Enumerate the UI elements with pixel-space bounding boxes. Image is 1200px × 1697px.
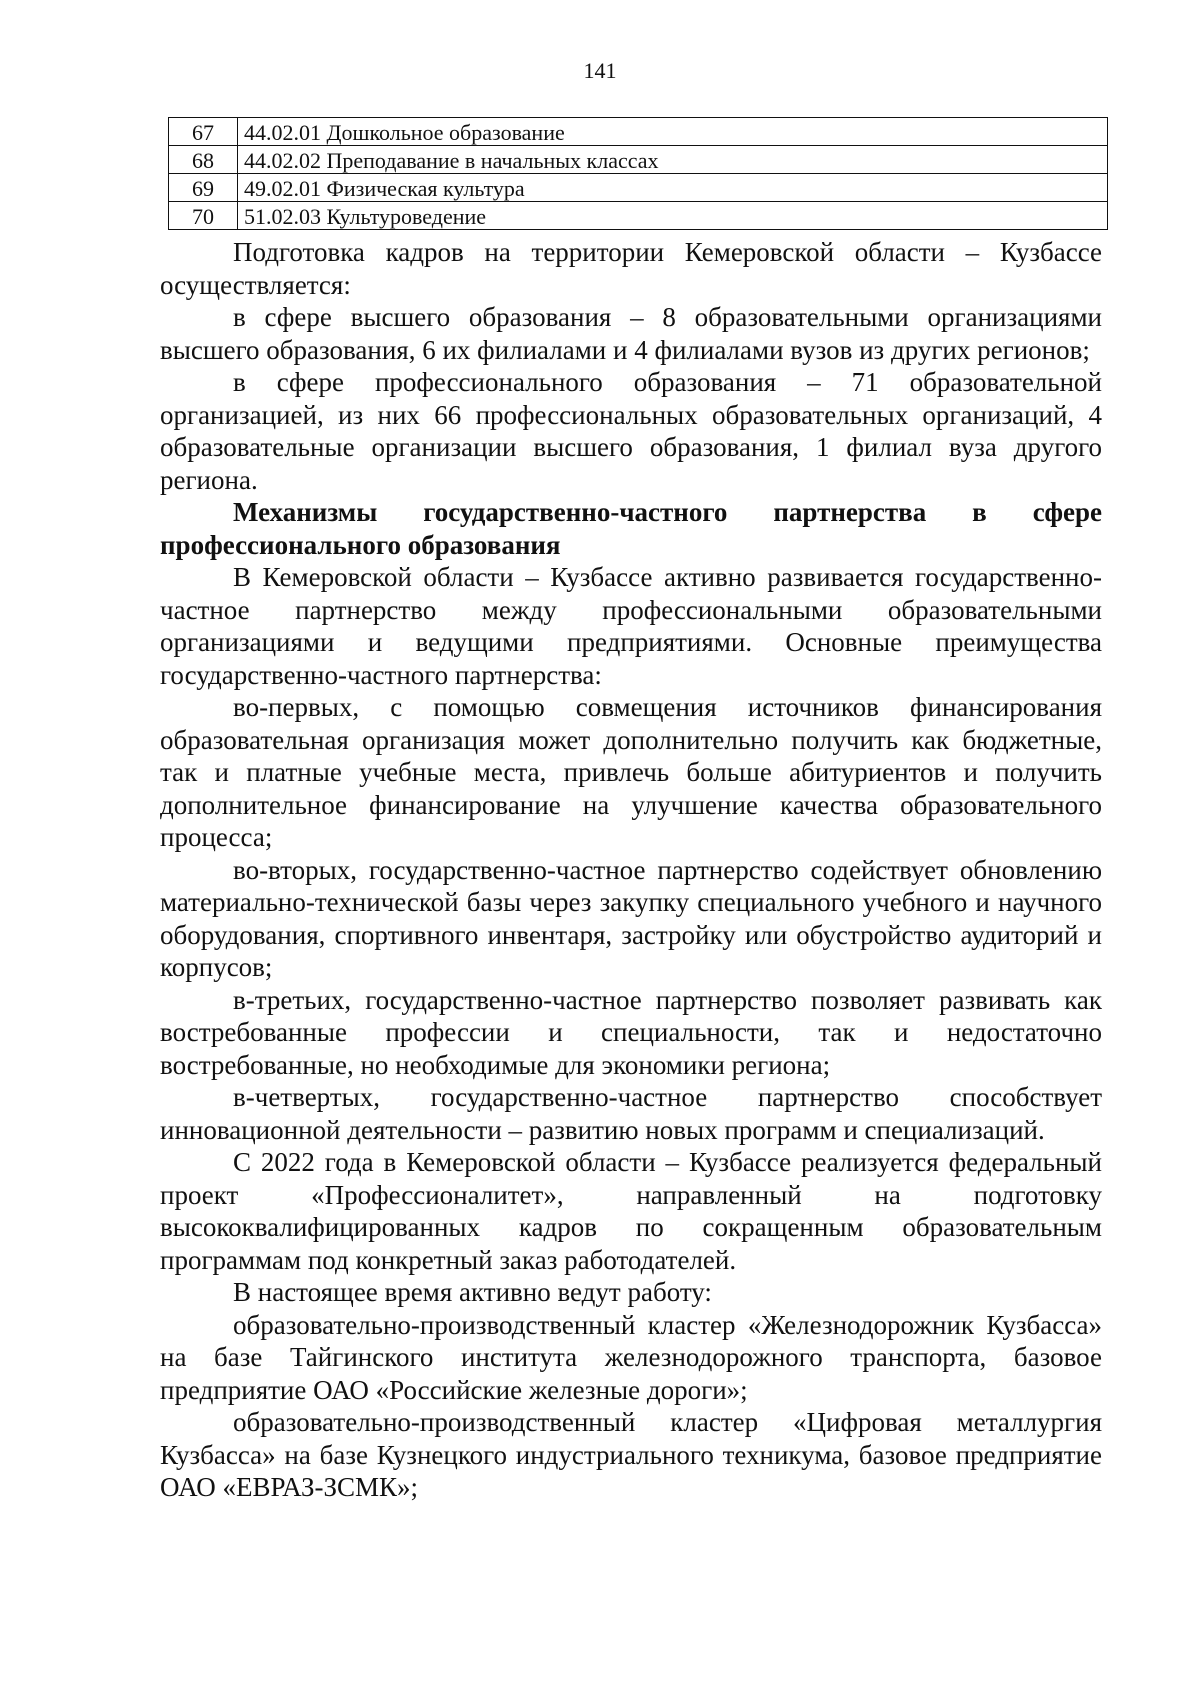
row-number-cell: 68 [169,146,238,174]
paragraph: во-первых, с помощью совмещения источников финансирования образовательная организация может дополнительно получить как бюджетные, так и платные учебные места, привлечь больше абитуриентов и получить дополнительное финансирование на улучшение качества образовательного процесса; [160,692,1102,852]
page-number: 141 [583,58,617,83]
paragraph: во-вторых, государственно-частное партнерство содействует обновлению материально-технической базы через закупку специального учебного и научного оборудования, спортивного инвентаря, застройку или обустройство аудиторий и корпусов; [160,854,1102,982]
paragraph: в сфере высшего образования – 8 образовательными организациями высшего образования, 6 их филиалами и 4 филиалами вузов из других регионов; [160,302,1102,365]
specialties-table-body [169,118,1108,230]
specialty-name-cell: 49.02.01 Физическая культура [238,174,1108,202]
paragraph: в-третьих, государственно-частное партнерство позволяет развивать как востребованные профессии и специальности, так и недостаточно востребованные, но необходимые для экономики региона; [160,984,1102,1080]
table-row [169,202,1108,230]
paragraph: В Кемеровской области – Кузбассе активно развивается государственно-частное партнерство между профессиональными образовательными организациями и ведущими предприятиями. Основные преимущества государственно-частного партнерства: [160,562,1102,690]
specialties-table [168,117,1108,230]
paragraph: в сфере профессионального образования – 71 образовательной организацией, из них 66 профессиональных образовательных организаций, 4 образовательные организации высшего образования, 1 филиал вуза другого региона. [160,367,1102,495]
specialty-name-cell: 44.02.01 Дошкольное образование [238,118,1108,146]
table-row [169,174,1108,202]
paragraph: в-четвертых, государственно-частное партнерство способствует инновационной деятельности – развитию новых программ и специализаций. [160,1082,1102,1145]
paragraph: образовательно-производственный кластер «Цифровая металлургия Кузбасса» на базе Кузнецкого индустриального техникума, базовое предприятие ОАО «ЕВРАЗ-ЗСМК»; [160,1407,1102,1502]
specialty-name-cell: 51.02.03 Культуроведение [238,202,1108,230]
paragraph: С 2022 года в Кемеровской области – Кузбассе реализуется федеральный проект «Профессионалитет», направленный на подготовку высококвалифицированных кадров по сокращенным образовательным программам под конкретный заказ работодателей. [160,1147,1102,1275]
table-row [169,118,1108,146]
paragraph: В настоящее время активно ведут работу: [233,1277,712,1307]
row-number-cell: 67 [169,118,238,146]
section-heading: Механизмы государственно-частного партнерства в сфере профессионального образования [160,497,1102,560]
table-row [169,146,1108,174]
specialty-name-cell: 44.02.02 Преподавание в начальных классах [238,146,1108,174]
paragraph: образовательно-производственный кластер «Железнодорожник Кузбасса» на базе Тайгинского института железнодорожного транспорта, базовое предприятие ОАО «Российские железные дороги»; [160,1309,1102,1405]
paragraph: Подготовка кадров на территории Кемеровской области – Кузбассе осуществляется: [160,237,1102,300]
row-number-cell: 69 [169,174,238,202]
row-number-cell: 70 [169,202,238,230]
body-text [160,236,1102,1504]
